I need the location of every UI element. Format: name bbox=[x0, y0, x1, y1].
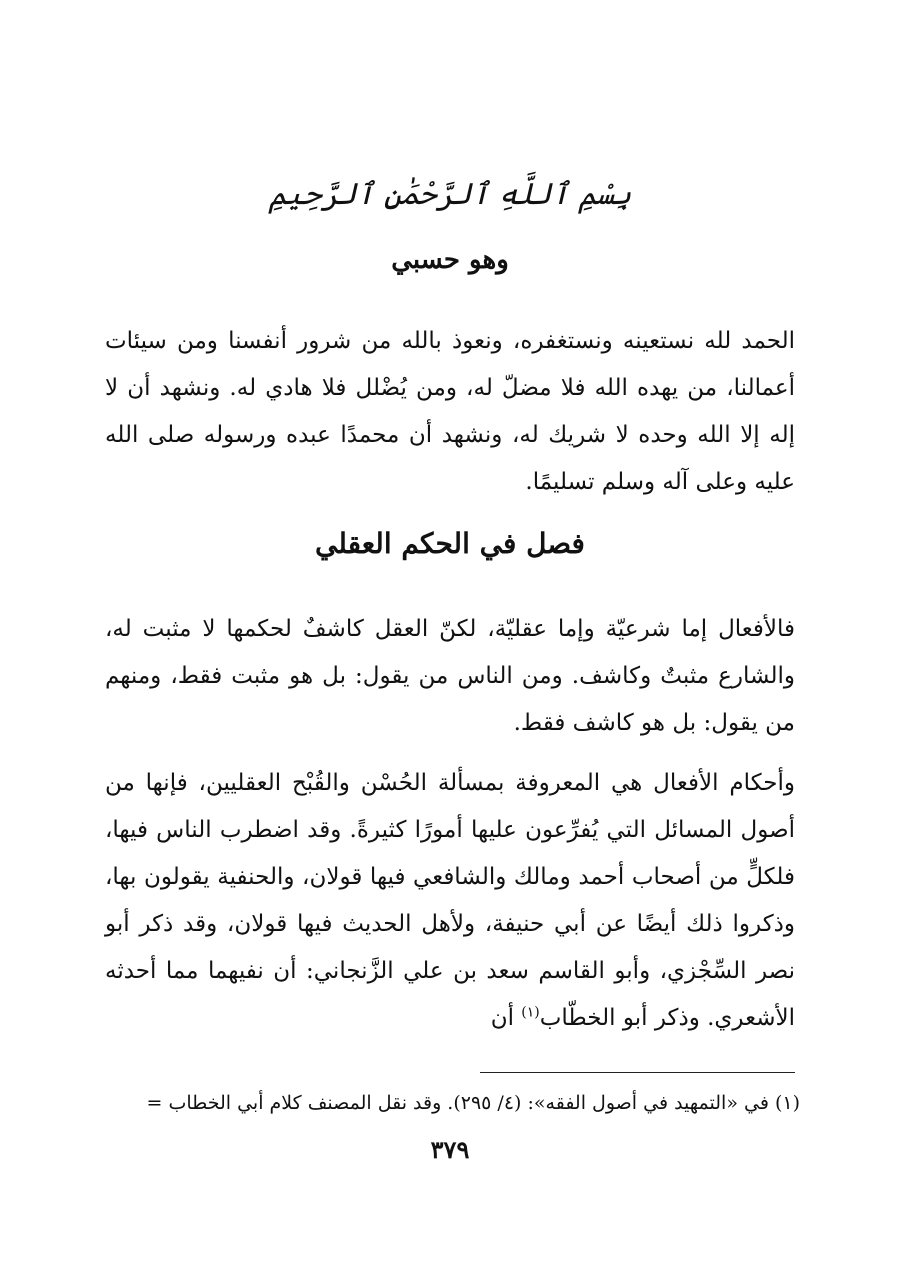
footnote-divider bbox=[480, 1072, 795, 1073]
paragraph-3-end: أن bbox=[490, 1005, 522, 1031]
basmala-calligraphy bbox=[250, 160, 650, 230]
section-heading: فصل في الحكم العقلي bbox=[315, 527, 585, 560]
subtitle: وهو حسبي bbox=[391, 245, 509, 275]
paragraph-3-text: وأحكام الأفعال هي المعروفة بمسألة الحُسْن والقُبْح العقليين، فإنها من أصول المسائل التي يُفرِّعون عليها أمورًا كثيرةً. وقد اضطرب الناس فيها، فلكلٍّ من أصحاب أحمد ومالك والشافعي فيها قولان، والحنفية يقولون بها، وذكروا ذلك أيضًا عن أبي حنيفة، ولأهل الحديث فيها قولان، وقد ذكر أبو نصر السِّجْزي، وأبو القاسم سعد بن علي الزَّنجاني: أن نفيهما مما أحدثه الأشعري. وذكر أبو الخطّاب bbox=[105, 770, 795, 1031]
page-number: ٣٧٩ bbox=[430, 1135, 470, 1164]
footnote: (١) في «التمهيد في أصول الفقه»: (٤/ ٢٩٥). وقد نقل المصنف كلام أبي الخطاب = bbox=[146, 1092, 800, 1114]
footnote-marker: (١) bbox=[521, 1004, 540, 1021]
intro-paragraph: الحمد لله نستعينه ونستغفره، ونعوذ بالله من شرور أنفسنا ومن سيئات أعمالنا، من يهده الله فلا مضلّ له، ومن يُضْلل فلا هادي له. ونشهد أن لا إله إلا الله وحده لا شريك له، ونشهد أن محمدًا عبده ورسوله صلى الله عليه وعلى آله وسلم تسليمًا. bbox=[105, 328, 795, 495]
paragraph-3 bbox=[105, 760, 795, 1042]
basmala-text: بِسْمِ ٱللَّهِ ٱلرَّحْمَٰنِ ٱلرَّحِيمِ bbox=[268, 177, 632, 212]
paragraph-2: فالأفعال إما شرعيّة وإما عقليّة، لكنّ العقل كاشفٌ لحكمها لا مثبت له، والشارع مثبتٌ وكاشف. ومن الناس من يقول: بل هو مثبت فقط، ومنهم من يقول: بل هو كاشف فقط. bbox=[105, 616, 795, 736]
